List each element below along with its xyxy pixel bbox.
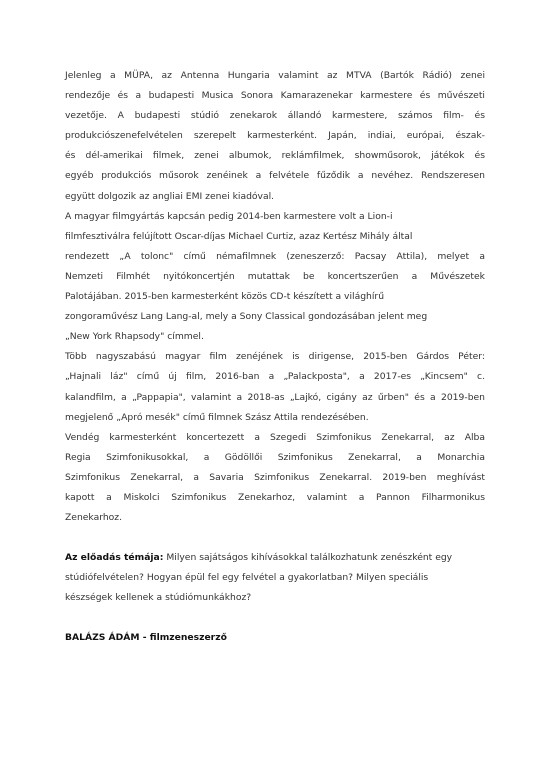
paragraph-spacer: [65, 528, 485, 548]
paragraph-spacer: [65, 608, 485, 628]
text-line: A magyar filmgyártás kapcsán pedig 2014-ben karmestere volt a Lion-i: [65, 210, 393, 222]
text-line: Zenekarhoz.: [65, 512, 123, 524]
paragraph-guest-conductor: [65, 428, 485, 528]
text-line: kapott a Miskolci Szimfonikus Zenekarhoz, valamint a Pannon Filharmonikus: [65, 491, 485, 503]
text-line: Jelenleg a MÜPA, az Antenna Hungaria valamint az MTVA (Bartók Rádió) zenei: [65, 70, 485, 81]
document-body: [65, 66, 485, 649]
paragraph-film-scores: [65, 347, 485, 427]
text-line: készségek kellenek a stúdiómunkákhoz?: [65, 592, 252, 604]
text-line: stúdiófelvételen? Hogyan épül fel egy felvétel a gyakorlatban? Milyen speciális: [65, 572, 429, 584]
text-line: rendezett „A tolonc" című némafilmnek (zeneszerző: Pacsay Attila), melyet a: [65, 250, 485, 262]
text-line: „Hajnali láz" című új film, 2016-ban a „Palackposta", a 2017-es „Kincsem" c.: [65, 371, 485, 383]
text-line: és dél-amerikai filmek, zenei albumok, reklámfilmek, showműsorok, játékok és: [65, 150, 485, 162]
lecture-topic-text: Milyen sajátságos kihívásokkal találkozhatunk zenészként egy: [163, 552, 453, 564]
text-line: Vendég karmesterként koncertezett a Szegedi Szimfonikus Zenekarral, az Alba: [65, 431, 485, 443]
text-line: [65, 548, 485, 568]
lecture-topic: [65, 548, 485, 608]
text-line: Szimfonikus Zenekarral, a Savaria Szimfonikus Zenekarral. 2019-ben meghívást: [65, 471, 485, 483]
text-line: filmfesztiválra felújított Oscar-díjas Michael Curtiz, azaz Kertész Mihály által: [65, 230, 413, 242]
paragraph-current-roles: [65, 66, 485, 207]
lecture-topic-label: Az előadás témája:: [65, 552, 164, 564]
text-line: rendezője és a budapesti Musica Sonora Kamarazenekar karmestere és művészeti: [65, 90, 485, 102]
text-line: produkciószenefelvételen szerepelt karmesterként. Japán, indiai, európai, észak-: [65, 130, 485, 142]
text-line: Regia Szimfonikusokkal, a Gödöllői Szimfonikus Zenekarral, a Monarchia: [65, 451, 485, 463]
section-heading: BALÁZS ÁDÁM - filmzeneszerző: [65, 632, 227, 644]
paragraph-film-industry: [65, 207, 485, 348]
text-line: vezetője. A budapesti stúdió zenekarok állandó karmestere, számos film- és: [65, 110, 485, 122]
text-line: Palotájában. 2015-ben karmesterként közös CD-t készített a világhírű: [65, 291, 385, 303]
text-line: Több nagyszabású magyar film zenéjének is dirigense, 2015-ben Gárdos Péter:: [65, 351, 485, 363]
text-line: kalandfilm, a „Pappapia", valamint a 2018-as „Lajkó, cigány az űrben" és a 2019-ben: [65, 391, 485, 403]
text-line: Nemzeti Filmhét nyitókoncertjén mutattak be koncertszerűen a Művészetek: [65, 270, 485, 282]
text-line: együtt dolgozik az angliai EMI zenei kiadóval.: [65, 190, 275, 202]
text-line: zongoraművész Lang Lang-al, mely a Sony Classical gondozásában jelent meg: [65, 311, 428, 323]
text-line: megjelenő „Apró mesék" című filmnek Szász Attila rendezésében.: [65, 411, 369, 423]
text-line: „New York Rhapsody" címmel.: [65, 331, 204, 343]
text-line: egyéb produkciós műsorok zenéinek a felvétele fűződik a nevéhez. Rendszeresen: [65, 170, 485, 182]
